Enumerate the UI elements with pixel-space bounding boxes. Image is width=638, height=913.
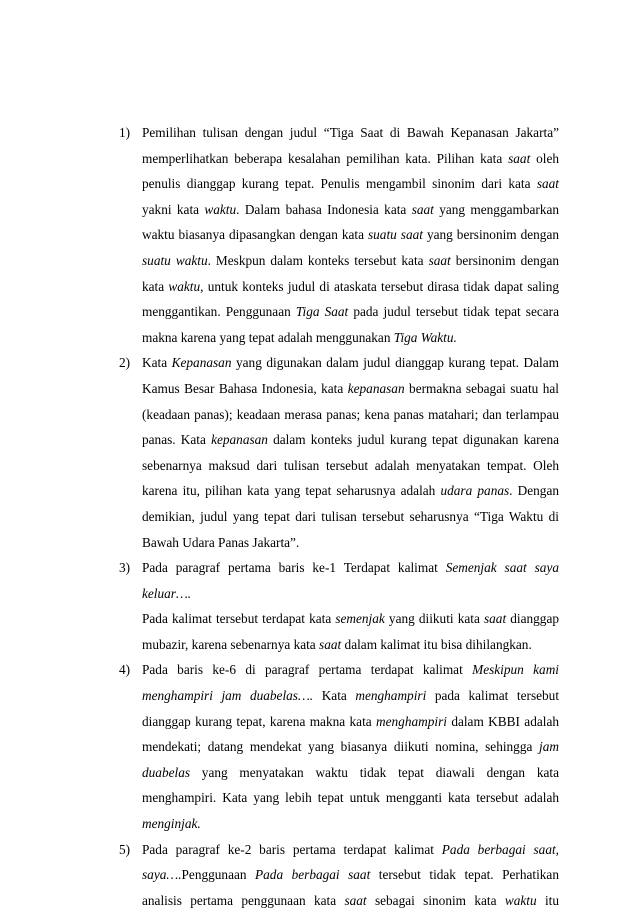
text-segment: dianggap kurang tepat, karena makna kata xyxy=(142,713,377,729)
list-item xyxy=(119,350,559,555)
text-line xyxy=(142,581,559,607)
text-segment: yang menyatakan waktu tidak tepat diawali dengan kata xyxy=(190,764,559,780)
text-segment: sebagai sinonim kata xyxy=(366,892,505,908)
italic-text: saat xyxy=(508,150,531,166)
text-segment: bermakna sebagai suatu hal xyxy=(404,380,559,396)
text-segment: Penggunaan xyxy=(181,867,256,883)
text-line xyxy=(142,402,559,428)
italic-text: menghampiri xyxy=(376,713,447,729)
list-item-paragraph xyxy=(142,657,559,836)
text-segment: Kamus Besar Bahasa Indonesia, kata xyxy=(142,380,348,396)
text-segment: pada kalimat tersebut xyxy=(426,688,560,704)
text-segment: memperlihatkan beberapa kesalahan pemilihan kata. Pilihan kata xyxy=(142,150,509,166)
list-item xyxy=(119,555,559,657)
text-segment: Kata xyxy=(313,688,356,704)
text-line xyxy=(142,657,559,683)
text-segment: yang diikuti kata xyxy=(384,611,484,627)
text-segment: menggantikan. Penggunaan xyxy=(142,304,296,320)
text-line xyxy=(142,632,559,658)
text-line xyxy=(142,555,559,581)
italic-text: Pada berbagai saat, xyxy=(441,841,559,857)
text-segment: Pada paragraf ke-2 baris pertama terdapat kalimat xyxy=(142,841,442,857)
text-line xyxy=(142,453,559,479)
italic-text: kepanasan xyxy=(347,380,405,396)
text-segment: tersebut tidak tepat. Perhatikan xyxy=(370,867,559,883)
text-line xyxy=(142,888,559,913)
list-item xyxy=(119,657,559,836)
italic-text: saat xyxy=(411,201,434,217)
italic-text: jam xyxy=(539,739,559,755)
text-line xyxy=(142,299,559,325)
text-segment: demikian, judul yang tepat dari tulisan tersebut seharusnya “Tiga Waktu di xyxy=(142,508,559,524)
list-item xyxy=(119,120,559,350)
italic-text: waktu xyxy=(504,892,537,908)
text-segment: Pemilihan tulisan dengan judul “Tiga Saat di Bawah Kepanasan Jakarta” xyxy=(142,125,559,140)
list-item-number: 3) xyxy=(119,560,131,576)
italic-text: Meskipun kami xyxy=(472,662,559,678)
italic-text: Pada berbagai saat xyxy=(255,867,371,883)
text-segment: analisis pertama penggunaan kata xyxy=(142,892,345,908)
list-item-number: 4) xyxy=(119,662,131,678)
text-line xyxy=(142,197,559,223)
italic-text: saat xyxy=(319,636,342,652)
text-segment: dalam KBBI adalah xyxy=(446,713,559,729)
text-segment: Kata xyxy=(142,355,172,371)
italic-text: menghampiri jam duabelas…. xyxy=(142,688,314,704)
text-line xyxy=(142,683,559,709)
text-segment: penulis dianggap kurang tepat. Penulis mengambil sinonim dari kata xyxy=(142,176,537,192)
italic-text: saat xyxy=(428,252,451,268)
list-item-paragraph xyxy=(142,837,559,913)
text-line xyxy=(142,837,559,863)
text-line xyxy=(142,427,559,453)
text-segment: menghampiri. Kata yang lebih tepat untuk mengganti kata tersebut adalah xyxy=(142,790,559,806)
text-line xyxy=(142,760,559,786)
text-segment: yang bersinonim dengan xyxy=(422,227,560,243)
text-segment: itu xyxy=(536,892,559,908)
italic-text: duabelas xyxy=(142,764,191,780)
text-segment: sebenarnya maksud dari tulisan tersebut adalah menyatakan tempat. Oleh xyxy=(142,457,559,473)
text-line xyxy=(142,222,559,248)
italic-text: saat xyxy=(483,611,507,627)
text-line xyxy=(142,734,559,760)
italic-text: menghampiri xyxy=(355,688,427,704)
list-item-paragraph xyxy=(142,350,559,555)
text-segment: makna karena yang tepat adalah menggunakan xyxy=(142,329,394,345)
italic-text: Tiga Saat xyxy=(295,304,349,320)
italic-text: menginjak. xyxy=(142,816,201,832)
text-segment: yakni kata xyxy=(142,201,205,217)
italic-text: suatu waktu xyxy=(142,252,208,268)
list-item-number: 5) xyxy=(119,841,131,857)
italic-text: suatu saat xyxy=(367,227,423,243)
italic-text: waktu xyxy=(204,201,237,217)
text-line xyxy=(142,274,559,300)
italic-text: saat xyxy=(536,176,559,192)
text-segment: Pada kalimat tersebut terdapat kata xyxy=(142,611,336,627)
text-segment: , untuk konteks judul di ataskata tersebut dirasa tidak dapat saling xyxy=(200,278,559,294)
text-line xyxy=(142,171,559,197)
text-segment: bersinonim dengan xyxy=(450,252,559,268)
italic-text: waktu xyxy=(168,278,201,294)
text-segment: . Dalam bahasa Indonesia kata xyxy=(236,201,412,217)
text-segment: yang menggambarkan xyxy=(433,201,560,217)
italic-text: udara panas xyxy=(440,483,510,499)
text-segment: mubazir, karena sebenarnya kata xyxy=(142,636,320,652)
text-line xyxy=(142,478,559,504)
list-item-number: 1) xyxy=(119,125,131,140)
text-segment: (keadaan panas); keadaan merasa panas; kena panas matahari; dan terlampau xyxy=(142,406,559,422)
text-line xyxy=(142,606,559,632)
text-segment: dianggap xyxy=(506,611,559,627)
text-line xyxy=(142,146,559,172)
list-item-number: 2) xyxy=(119,355,131,371)
italic-text: semenjak xyxy=(335,611,385,627)
text-segment: Bawah Udara Panas Jakarta”. xyxy=(142,534,300,550)
list-item xyxy=(119,837,559,913)
text-line xyxy=(142,376,559,402)
text-segment: dalam konteks judul kurang tepat digunakan karena xyxy=(267,432,559,448)
italic-text: kepanasan xyxy=(211,432,268,448)
text-line xyxy=(142,325,559,351)
text-segment: pada judul tersebut tidak tepat secara xyxy=(348,304,559,320)
list-item-paragraph xyxy=(142,555,559,657)
text-segment: karena itu, pilihan kata yang tepat seharusnya adalah xyxy=(142,483,441,499)
text-segment: mendekati; datang mendekat yang biasanya diikuti nomina, sehingga xyxy=(142,739,540,755)
text-segment: yang digunakan dalam judul dianggap kurang tepat. Dalam xyxy=(231,355,559,371)
text-segment: . Meskpun dalam konteks tersebut kata xyxy=(207,252,429,268)
text-segment: . Dengan xyxy=(509,483,559,499)
text-line xyxy=(142,785,559,811)
italic-text: Kepanasan xyxy=(171,355,232,371)
italic-text: keluar…. xyxy=(142,585,192,601)
text-line xyxy=(142,862,559,888)
text-segment: Pada paragraf pertama baris ke-1 Terdapat kalimat xyxy=(142,560,446,576)
text-line xyxy=(142,120,559,146)
italic-text: Tiga Waktu. xyxy=(393,329,457,345)
numbered-list xyxy=(119,120,559,913)
list-item-paragraph xyxy=(142,120,559,350)
text-segment: oleh xyxy=(530,150,559,166)
text-line xyxy=(142,709,559,735)
text-segment: panas. Kata xyxy=(142,432,212,448)
text-line xyxy=(142,811,559,837)
text-segment: Pada baris ke-6 di paragraf pertama terdapat kalimat xyxy=(142,662,473,678)
text-segment: dalam kalimat itu bisa dihilangkan. xyxy=(341,636,532,652)
text-line xyxy=(142,530,559,556)
text-segment: kata xyxy=(142,278,169,294)
italic-text: Semenjak saat saya xyxy=(445,560,559,576)
text-line xyxy=(142,248,559,274)
italic-text: saat xyxy=(344,892,367,908)
text-line xyxy=(142,504,559,530)
text-line xyxy=(142,350,559,376)
italic-text: saya…. xyxy=(142,867,182,883)
text-segment: waktu biasanya dipasangkan dengan kata xyxy=(142,227,368,243)
